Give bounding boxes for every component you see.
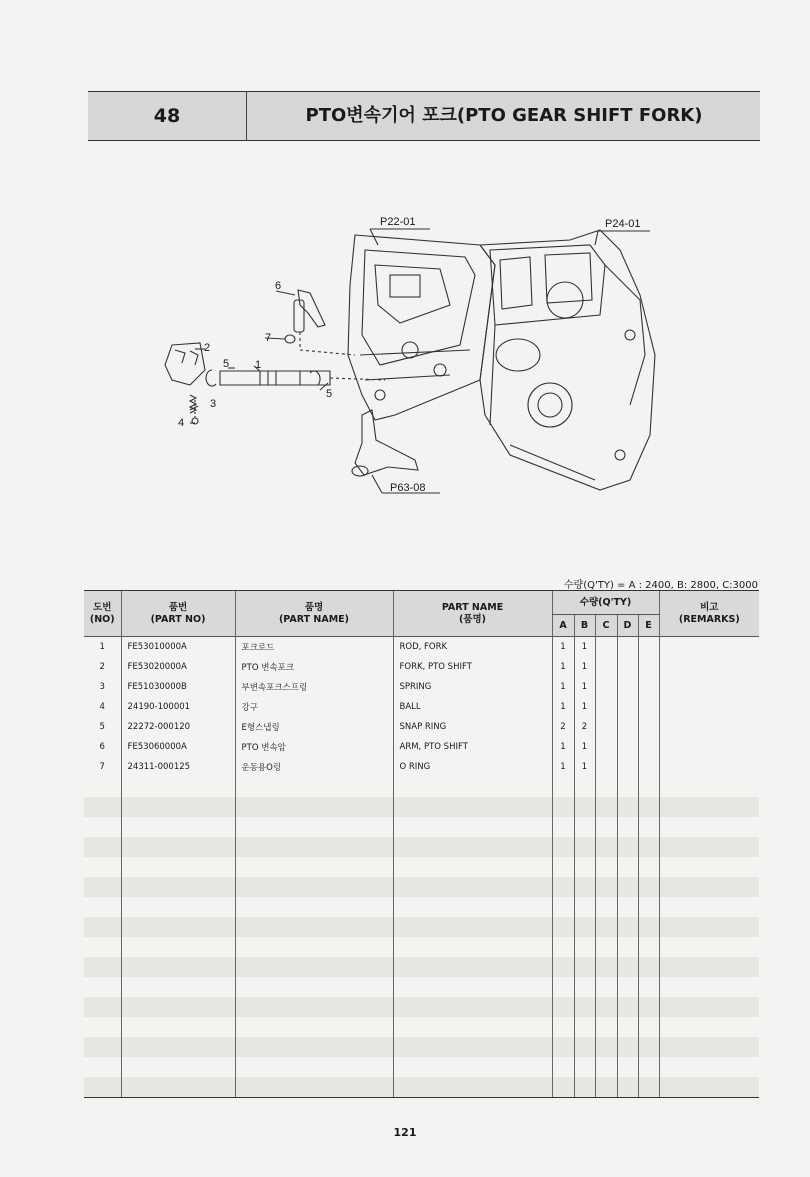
cell-c xyxy=(595,657,617,677)
cell-part-no xyxy=(121,857,235,877)
header-part-name-ko: 품명 (PART NAME) xyxy=(235,591,393,637)
callout-p22-01: P22-01 xyxy=(380,216,416,228)
cell-name-en xyxy=(393,1057,552,1077)
cell-remarks xyxy=(659,677,759,697)
cell-name-ko: E형스냅링 xyxy=(235,717,393,737)
cell-d xyxy=(617,1017,638,1037)
cell-b xyxy=(574,997,595,1017)
cell-no xyxy=(84,1077,121,1098)
table-row xyxy=(84,637,759,658)
cell-d xyxy=(617,777,638,797)
callout-1: 1 xyxy=(255,359,262,371)
cell-part-no: 24190-100001 xyxy=(121,697,235,717)
cell-remarks xyxy=(659,817,759,837)
table-row-empty xyxy=(84,857,759,877)
cell-remarks xyxy=(659,777,759,797)
cell-no xyxy=(84,797,121,817)
cell-c xyxy=(595,777,617,797)
cell-a: 1 xyxy=(552,637,574,658)
cell-c xyxy=(595,897,617,917)
cell-remarks xyxy=(659,1037,759,1057)
page-number: 121 xyxy=(393,1126,417,1139)
cell-d xyxy=(617,937,638,957)
cell-name-en xyxy=(393,1077,552,1098)
cell-e xyxy=(638,957,659,977)
cell-name-ko xyxy=(235,877,393,897)
cell-d xyxy=(617,1057,638,1077)
table-row-empty xyxy=(84,1057,759,1077)
cell-no xyxy=(84,897,121,917)
cell-b xyxy=(574,957,595,977)
cell-part-no xyxy=(121,817,235,837)
cell-d xyxy=(617,877,638,897)
cell-e xyxy=(638,697,659,717)
cell-part-no xyxy=(121,917,235,937)
cell-c xyxy=(595,717,617,737)
cell-remarks xyxy=(659,937,759,957)
cell-remarks xyxy=(659,1057,759,1077)
cell-e xyxy=(638,657,659,677)
callout-7: 7 xyxy=(265,332,272,344)
cell-c xyxy=(595,1017,617,1037)
cell-c xyxy=(595,1077,617,1098)
table-row-empty xyxy=(84,937,759,957)
cell-part-no: FE53060000A xyxy=(121,737,235,757)
cell-e xyxy=(638,797,659,817)
cell-d xyxy=(617,977,638,997)
cell-remarks xyxy=(659,997,759,1017)
cell-no xyxy=(84,997,121,1017)
table-row-empty xyxy=(84,1017,759,1037)
cell-remarks xyxy=(659,837,759,857)
cell-name-ko xyxy=(235,1037,393,1057)
section-title: PTO변속기어 포크(PTO GEAR SHIFT FORK) xyxy=(305,105,703,126)
cell-b: 1 xyxy=(574,677,595,697)
cell-name-ko xyxy=(235,797,393,817)
cell-part-no xyxy=(121,1017,235,1037)
cell-no xyxy=(84,957,121,977)
cell-d xyxy=(617,897,638,917)
cell-name-en xyxy=(393,917,552,937)
cell-no xyxy=(84,917,121,937)
cell-part-no: FE53010000A xyxy=(121,637,235,658)
cell-a: 1 xyxy=(552,757,574,777)
cell-b xyxy=(574,817,595,837)
cell-name-en: ARM, PTO SHIFT xyxy=(393,737,552,757)
quantity-note: 수량(Q'TY) = A : 2400, B: 2800, C:3000 xyxy=(563,580,758,591)
cell-remarks xyxy=(659,897,759,917)
cell-b xyxy=(574,917,595,937)
cell-a xyxy=(552,1057,574,1077)
cell-b xyxy=(574,937,595,957)
cell-no: 1 xyxy=(99,642,105,652)
cell-a xyxy=(552,897,574,917)
table-row-empty xyxy=(84,1077,759,1098)
cell-c xyxy=(595,817,617,837)
cell-c xyxy=(595,757,617,777)
cell-c xyxy=(595,917,617,937)
callout-5a: 5 xyxy=(223,358,230,370)
cell-b xyxy=(574,1057,595,1077)
cell-a xyxy=(552,837,574,857)
cell-b: 1 xyxy=(574,737,595,757)
table-row-empty xyxy=(84,957,759,977)
cell-name-en xyxy=(393,977,552,997)
cell-b xyxy=(574,877,595,897)
cell-d xyxy=(617,797,638,817)
cell-name-en xyxy=(393,857,552,877)
table-row-empty xyxy=(84,777,759,797)
cell-part-no xyxy=(121,877,235,897)
cell-name-en xyxy=(393,797,552,817)
cell-name-ko xyxy=(235,997,393,1017)
table-row-empty xyxy=(84,1037,759,1057)
table-row xyxy=(84,657,759,677)
cell-name-en: FORK, PTO SHIFT xyxy=(393,657,552,677)
cell-a: 1 xyxy=(552,657,574,677)
cell-part-no: 22272-000120 xyxy=(121,717,235,737)
cell-d xyxy=(617,697,638,717)
cell-a xyxy=(552,1017,574,1037)
header-col-b: B xyxy=(574,615,595,637)
cell-no xyxy=(84,837,121,857)
cell-b xyxy=(574,1017,595,1037)
cell-remarks xyxy=(659,637,759,658)
cell-name-en xyxy=(393,877,552,897)
cell-d xyxy=(617,857,638,877)
cell-e xyxy=(638,877,659,897)
cell-name-en: O RING xyxy=(393,757,552,777)
cell-part-no xyxy=(121,957,235,977)
header-col-c: C xyxy=(595,615,617,637)
cell-part-no: FE53020000A xyxy=(121,657,235,677)
table-row xyxy=(84,717,759,737)
cell-e xyxy=(638,777,659,797)
cell-no xyxy=(84,1057,121,1077)
table-row-empty xyxy=(84,877,759,897)
cell-part-no xyxy=(121,897,235,917)
cell-part-no xyxy=(121,1037,235,1057)
cell-a xyxy=(552,1037,574,1057)
cell-remarks xyxy=(659,757,759,777)
cell-e xyxy=(638,997,659,1017)
callout-5b: 5 xyxy=(326,388,333,400)
cell-e xyxy=(638,1057,659,1077)
header-col-d: D xyxy=(617,615,638,637)
table-row xyxy=(84,677,759,697)
cell-e xyxy=(638,737,659,757)
cell-remarks xyxy=(659,1077,759,1098)
header-divider xyxy=(246,92,247,140)
cell-name-en xyxy=(393,1017,552,1037)
table-row-empty xyxy=(84,817,759,837)
callout-p63-08: P63-08 xyxy=(390,482,426,494)
cell-name-en xyxy=(393,777,552,797)
cell-part-no xyxy=(121,997,235,1017)
cell-a xyxy=(552,957,574,977)
cell-d xyxy=(617,837,638,857)
cell-remarks xyxy=(659,857,759,877)
cell-c xyxy=(595,697,617,717)
cell-name-ko: 운동용O링 xyxy=(235,757,393,777)
cell-e xyxy=(638,757,659,777)
cell-name-ko xyxy=(235,917,393,937)
cell-b: 1 xyxy=(574,757,595,777)
cell-c xyxy=(595,797,617,817)
cell-part-no xyxy=(121,837,235,857)
callout-4: 4 xyxy=(178,417,185,429)
cell-part-no: 24311-000125 xyxy=(121,757,235,777)
cell-remarks xyxy=(659,977,759,997)
cell-a: 2 xyxy=(552,717,574,737)
cell-part-no xyxy=(121,1057,235,1077)
cell-part-no xyxy=(121,777,235,797)
table-row-empty xyxy=(84,977,759,997)
header-remarks: 비고 (REMARKS) xyxy=(659,591,759,637)
cell-a: 1 xyxy=(552,677,574,697)
cell-c xyxy=(595,837,617,857)
cell-remarks xyxy=(659,877,759,897)
cell-d xyxy=(617,817,638,837)
cell-remarks xyxy=(659,697,759,717)
cell-d xyxy=(617,1037,638,1057)
cell-name-ko xyxy=(235,1017,393,1037)
cell-c xyxy=(595,937,617,957)
cell-a xyxy=(552,877,574,897)
cell-remarks xyxy=(659,917,759,937)
cell-e xyxy=(638,1077,659,1098)
cell-d xyxy=(617,1077,638,1098)
cell-name-ko xyxy=(235,957,393,977)
cell-part-no xyxy=(121,937,235,957)
table-row-empty xyxy=(84,917,759,937)
callout-6: 6 xyxy=(275,280,282,292)
cell-c xyxy=(595,957,617,977)
cell-c xyxy=(595,737,617,757)
cell-no: 4 xyxy=(99,702,105,712)
cell-name-ko: 부변속포크스프링 xyxy=(235,677,393,697)
cell-name-ko: 강구 xyxy=(235,697,393,717)
cell-b: 1 xyxy=(574,657,595,677)
cell-name-ko xyxy=(235,817,393,837)
cell-no xyxy=(84,777,121,797)
cell-remarks xyxy=(659,1017,759,1037)
cell-a xyxy=(552,857,574,877)
cell-name-en: BALL xyxy=(393,697,552,717)
cell-no: 5 xyxy=(99,722,105,732)
cell-d xyxy=(617,957,638,977)
cell-b: 1 xyxy=(574,637,595,658)
cell-c xyxy=(595,677,617,697)
cell-part-no xyxy=(121,1077,235,1098)
cell-a: 1 xyxy=(552,737,574,757)
cell-b: 1 xyxy=(574,697,595,717)
cell-b xyxy=(574,897,595,917)
header-part-name-en: PART NAME (품명) xyxy=(393,591,552,637)
cell-d xyxy=(617,657,638,677)
cell-a: 1 xyxy=(552,697,574,717)
header-col-a: A xyxy=(552,615,574,637)
parts-table xyxy=(84,590,759,1098)
cell-c xyxy=(595,1037,617,1057)
cell-no: 2 xyxy=(99,662,105,672)
cell-e xyxy=(638,857,659,877)
table-row xyxy=(84,697,759,717)
cell-e xyxy=(638,897,659,917)
callout-3: 3 xyxy=(210,398,217,410)
cell-remarks xyxy=(659,737,759,757)
callout-p24-01: P24-01 xyxy=(605,218,641,230)
cell-no xyxy=(84,857,121,877)
cell-e xyxy=(638,677,659,697)
cell-no xyxy=(84,1017,121,1037)
cell-a xyxy=(552,937,574,957)
cell-name-ko xyxy=(235,777,393,797)
cell-no xyxy=(84,877,121,897)
table-row xyxy=(84,737,759,757)
cell-name-ko: PTO 변속포크 xyxy=(235,657,393,677)
cell-c xyxy=(595,857,617,877)
cell-no xyxy=(84,1037,121,1057)
cell-name-en xyxy=(393,937,552,957)
cell-d xyxy=(617,997,638,1017)
cell-b xyxy=(574,797,595,817)
cell-a xyxy=(552,1077,574,1098)
cell-part-no xyxy=(121,977,235,997)
section-number: 48 xyxy=(153,105,181,127)
cell-c xyxy=(595,637,617,658)
cell-name-ko xyxy=(235,977,393,997)
header-part-no: 품번 (PART NO) xyxy=(121,591,235,637)
cell-no xyxy=(84,977,121,997)
header-no: 도번 (NO) xyxy=(84,591,121,637)
cell-e xyxy=(638,937,659,957)
cell-name-en xyxy=(393,997,552,1017)
header-qty: 수량(Q'TY) xyxy=(552,591,659,615)
cell-remarks xyxy=(659,957,759,977)
table-row-empty xyxy=(84,837,759,857)
cell-e xyxy=(638,977,659,997)
exploded-parts-diagram xyxy=(150,205,700,525)
cell-part-no xyxy=(121,797,235,817)
cell-d xyxy=(617,717,638,737)
cell-no xyxy=(84,937,121,957)
cell-e xyxy=(638,637,659,658)
cell-a xyxy=(552,797,574,817)
callout-2: 2 xyxy=(204,342,211,354)
cell-d xyxy=(617,677,638,697)
cell-name-en: SNAP RING xyxy=(393,717,552,737)
cell-name-en xyxy=(393,1037,552,1057)
cell-d xyxy=(617,737,638,757)
table-row-empty xyxy=(84,797,759,817)
cell-name-ko xyxy=(235,857,393,877)
cell-name-ko xyxy=(235,837,393,857)
cell-a xyxy=(552,917,574,937)
cell-e xyxy=(638,817,659,837)
cell-b xyxy=(574,1037,595,1057)
cell-e xyxy=(638,1017,659,1037)
cell-a xyxy=(552,777,574,797)
cell-c xyxy=(595,877,617,897)
cell-no: 6 xyxy=(99,742,105,752)
cell-part-no: FE51030000B xyxy=(121,677,235,697)
cell-a xyxy=(552,817,574,837)
cell-e xyxy=(638,1037,659,1057)
cell-e xyxy=(638,917,659,937)
table-row xyxy=(84,757,759,777)
cell-b xyxy=(574,857,595,877)
cell-a xyxy=(552,977,574,997)
cell-name-ko xyxy=(235,1077,393,1098)
cell-name-en xyxy=(393,957,552,977)
cell-remarks xyxy=(659,797,759,817)
cell-c xyxy=(595,997,617,1017)
cell-name-en xyxy=(393,817,552,837)
cell-name-ko xyxy=(235,1057,393,1077)
section-header xyxy=(88,91,760,141)
cell-d xyxy=(617,757,638,777)
cell-remarks xyxy=(659,717,759,737)
cell-d xyxy=(617,637,638,658)
cell-remarks xyxy=(659,657,759,677)
cell-a xyxy=(552,997,574,1017)
cell-name-en: ROD, FORK xyxy=(393,637,552,658)
cell-b xyxy=(574,977,595,997)
table-row-empty xyxy=(84,897,759,917)
cell-b xyxy=(574,837,595,857)
cell-b: 2 xyxy=(574,717,595,737)
table-row-empty xyxy=(84,997,759,1017)
cell-c xyxy=(595,1057,617,1077)
cell-e xyxy=(638,837,659,857)
cell-name-en xyxy=(393,897,552,917)
cell-no: 3 xyxy=(99,682,105,692)
cell-d xyxy=(617,917,638,937)
cell-name-ko: 포크로드 xyxy=(235,637,393,658)
cell-name-ko xyxy=(235,897,393,917)
cell-e xyxy=(638,717,659,737)
cell-b xyxy=(574,777,595,797)
header-col-e: E xyxy=(638,615,659,637)
cell-no xyxy=(84,817,121,837)
cell-name-en xyxy=(393,837,552,857)
cell-c xyxy=(595,977,617,997)
cell-name-ko xyxy=(235,937,393,957)
cell-name-en: SPRING xyxy=(393,677,552,697)
cell-b xyxy=(574,1077,595,1098)
cell-name-ko: PTO 변속암 xyxy=(235,737,393,757)
cell-no: 7 xyxy=(99,762,105,772)
